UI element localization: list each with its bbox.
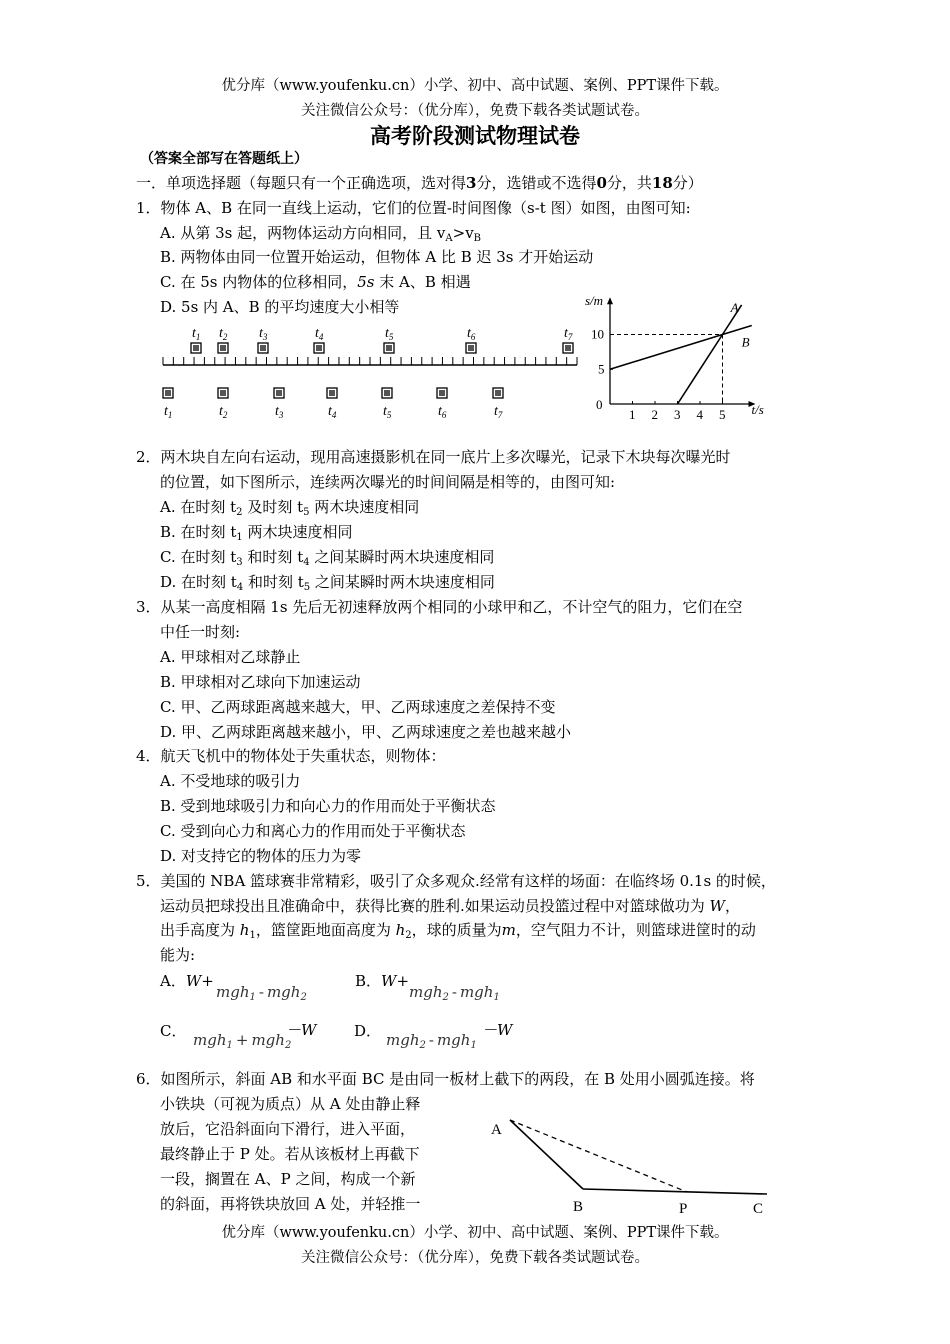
q2-option-b: B. 在时刻 $t_1$ 两木块速度相同: [160, 523, 353, 543]
q6-line-2: 小铁块（可视为质点）从 A 处由静止释: [160, 1095, 421, 1113]
header-line-1: 优分库（www.youfenku.cn）小学、初中、高中试题、案例、PPT课件下载。: [221, 78, 729, 94]
q5-line-1: 5．美国的 NBA 篮球赛非常精彩，吸引了众多观众.经常有这样的场面：在临终场 0.1s 的时候，: [136, 872, 776, 890]
q3-option-c: C. 甲、乙两球距离越来越大，甲、乙两球速度之差保持不变: [160, 698, 556, 716]
top-block: [218, 343, 228, 353]
q4-option-c: C. 受到向心力和离心力的作用而处于平衡状态: [160, 822, 466, 840]
top-time-label: $t_5$: [385, 326, 394, 342]
q2-option-d: D. 在时刻 $t_4$ 和时刻 $t_5$ 之间某瞬时两木块速度相同: [160, 573, 495, 593]
q3-stem-1: 3．从某一高度相隔 1s 先后无初速释放两个相同的小球甲和乙，不计空气的阻力，它们在空: [136, 598, 743, 616]
x-tick-label: 5: [719, 407, 726, 422]
origin-label: 0: [596, 397, 603, 412]
incline-figure: [485, 1110, 775, 1220]
top-block: [384, 343, 394, 353]
q1-option-c: C. 在 5s 内物体的位移相同，5s 末 A、B 相遇: [160, 273, 471, 291]
q3-option-a: A. 甲球相对乙球静止: [160, 648, 301, 666]
x-tick-label: 4: [696, 407, 703, 422]
q4-option-b: B. 受到地球吸引力和向心力的作用而处于平衡状态: [160, 797, 496, 815]
q5-option-c-expr: mgh$_1$ + mgh$_2$: [193, 1031, 292, 1051]
bottom-block: [493, 388, 503, 398]
q2-stem-2: 的位置，如下图所示，连续两次曝光的时间间隔是相等的，由图可知:: [160, 473, 616, 491]
top-time-label: $t_3$: [259, 326, 268, 342]
bottom-time-label: $t_1$: [164, 404, 173, 420]
bottom-time-label: $t_3$: [275, 404, 284, 420]
q6-line-4: 最终静止于 P 处。若从该板材上再截下: [160, 1145, 420, 1163]
label-c: C: [753, 1201, 764, 1217]
q2-option-a: A. 在时刻 $t_2$ 及时刻 $t_5$ 两木块速度相同: [160, 498, 420, 518]
bottom-time-label: $t_2$: [219, 404, 228, 420]
plane-bc: [583, 1189, 767, 1194]
bottom-block: [218, 388, 228, 398]
q5-option-c-label: C．: [160, 1022, 187, 1040]
label-p: P: [679, 1201, 688, 1217]
q5-option-d-expr: mgh$_2$ - mgh$_1$: [386, 1031, 477, 1051]
q5-option-c-minus-w: －W: [286, 1021, 317, 1039]
exposure-blocks-figure: [155, 320, 585, 425]
new-incline-ap: [510, 1120, 687, 1192]
top-time-label: $t_7$: [564, 326, 573, 342]
section-1-heading: 一．单项选择题（每题只有一个正确选项，选对得3分，选错或不选得0分，共18分）: [136, 174, 703, 192]
q5-option-a: A．W+: [160, 972, 214, 990]
q3-option-b: B. 甲球相对乙球向下加速运动: [160, 673, 361, 691]
top-block: [563, 343, 573, 353]
q1-option-a: A. 从第 3s 起，两物体运动方向相同，且 $v_A>v_B$: [160, 224, 482, 244]
top-block-row: [191, 326, 573, 353]
chart-series: [610, 300, 752, 404]
x-tick-label: 2: [651, 407, 658, 422]
bottom-block: [274, 388, 284, 398]
bottom-time-label: $t_5$: [383, 404, 392, 420]
series-label-a: A: [730, 299, 739, 315]
top-time-label: $t_2$: [219, 326, 228, 342]
footer-line-1: 优分库（www.youfenku.cn）小学、初中、高中试题、案例、PPT课件下载。: [221, 1225, 729, 1241]
bottom-time-label: $t_6$: [438, 404, 447, 420]
header-line-2: 关注微信公众号：（优分库），免费下载各类试题试卷。: [301, 103, 649, 119]
q5-option-b: B．W+: [355, 972, 410, 990]
answer-note: （答案全部写在答题纸上）: [140, 151, 308, 167]
top-time-label: $t_1$: [192, 326, 201, 342]
y-axis-arrow: [607, 297, 613, 304]
time-ruler: [163, 357, 577, 365]
x-tick-label: 3: [674, 407, 681, 422]
q6-line-1: 6．如图所示，斜面 AB 和水平面 BC 是由同一板材上截下的两段，在 B 处用小圆弧连接。将: [136, 1070, 755, 1088]
q6-line-6: 的斜面，再将铁块放回 A 处，并轻推一: [160, 1195, 421, 1213]
q2-stem-1: 2．两木块自左向右运动，现用高速摄影机在同一底片上多次曝光，记录下木块每次曝光时: [136, 448, 731, 466]
q5-option-b-expr: mgh$_2$ - mgh$_1$: [409, 983, 500, 1003]
top-time-label: $t_4$: [315, 326, 324, 342]
series-line-a: [678, 305, 742, 404]
top-block: [314, 343, 324, 353]
bottom-block: [163, 388, 173, 398]
label-b: B: [573, 1199, 584, 1215]
incline-ab: [510, 1120, 583, 1189]
bottom-block: [437, 388, 447, 398]
y-axis-label: s/m: [585, 293, 604, 308]
top-block: [191, 343, 201, 353]
chart-ticks: [591, 327, 726, 423]
footer-line-2: 关注微信公众号：（优分库），免费下载各类试题试卷。: [301, 1250, 649, 1266]
bottom-block-row: [163, 388, 503, 420]
q4-option-a: A. 不受地球的吸引力: [160, 772, 301, 790]
q6-line-3: 放后，它沿斜面向下滑行，进入平面，: [160, 1120, 416, 1138]
q1-stem: 1．物体 A、B 在同一直线上运动，它们的位置-时间图像（s-t 图）如图，由图可知:: [136, 199, 691, 217]
q4-option-d: D. 对支持它的物体的压力为零: [160, 847, 362, 865]
x-axis-label: t/s: [751, 402, 764, 417]
bottom-block: [382, 388, 392, 398]
series-label-b: B: [741, 334, 750, 350]
bottom-block: [327, 388, 337, 398]
q5-option-d-minus-w: －W: [482, 1021, 513, 1039]
bottom-time-label: $t_7$: [494, 404, 503, 420]
s-t-chart: [585, 290, 765, 425]
bottom-time-label: $t_4$: [328, 404, 337, 420]
top-time-label: $t_6$: [467, 326, 476, 342]
top-block: [258, 343, 268, 353]
q3-option-d: D. 甲、乙两球距离越来越小，甲、乙两球速度之差也越来越小: [160, 723, 572, 741]
top-block: [466, 343, 476, 353]
x-tick-label: 1: [629, 407, 636, 422]
q5-line-2: 运动员把球投出且准确命中，获得比赛的胜利.如果运动员投篮过程中对篮球做功为 W，: [160, 897, 740, 915]
q4-stem: 4．航天飞机中的物体处于失重状态，则物体：: [136, 747, 446, 765]
page-title: 高考阶段测试物理试卷: [370, 124, 580, 148]
q3-stem-2: 中任一时刻:: [160, 623, 241, 641]
q1-option-d: D. 5s 内 A、B 的平均速度大小相等: [160, 298, 400, 316]
y-tick-label: 10: [591, 326, 604, 342]
q5-line-3: 出手高度为 $h_1$，篮筐距地面高度为 $h_2$，球的质量为m，空气阻力不计，则篮球进筐时的动: [160, 921, 756, 941]
q5-option-d-label: D．: [354, 1022, 382, 1040]
q5-line-4: 能为:: [160, 946, 196, 964]
q1-option-b: B. 两物体由同一位置开始运动，但物体 A 比 B 迟 3s 才开始运动: [160, 248, 594, 266]
q5-option-a-expr: mgh$_1$ - mgh$_2$: [216, 983, 307, 1003]
y-tick-label: 5: [598, 361, 605, 377]
label-a: A: [491, 1122, 502, 1138]
q2-option-c: C. 在时刻 $t_3$ 和时刻 $t_4$ 之间某瞬时两木块速度相同: [160, 548, 495, 568]
q6-line-5: 一段，搁置在 A、P 之间，构成一个新: [160, 1170, 416, 1188]
series-line-b: [610, 325, 752, 369]
